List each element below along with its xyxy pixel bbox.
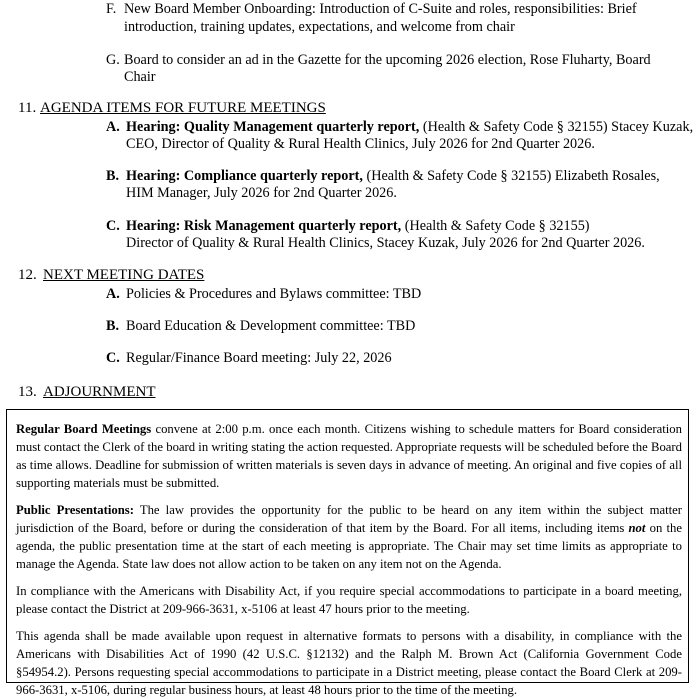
notice-public-presentations: [16, 501, 682, 573]
section-12-number: 12.: [18, 267, 37, 283]
notice-alt-formats: This agenda shall be made available upon request in alternative formats to persons with a disability, in compliance with the Americans with Disabilities Act of 1990 (42 U.S.C. §12132) and the Ralph M. Brown Act (California Government Code §54954.2). Persons requesting special accommodations to participate in a District meeting, please contact the Board Clerk at 209-966-3631, x-5106, during regular business hours, at least 48 hours prior to the time of the meeting.: [16, 629, 682, 697]
item-g-line1: Board to consider an ad in the Gazette for the upcoming 2026 election, Rose Fluharty, Board: [124, 52, 651, 68]
s11-b-line2: HIM Manager, July 2026 for 2nd Quarter 2026.: [126, 185, 397, 201]
notice-ada: In compliance with the Americans with Disability Act, if you require special accommodations to participate in a board meeting, please contact the District at 209-966-3631, x-5106 at least 47 hours prior to the meeting.: [16, 584, 682, 616]
s12-a-text: Policies & Procedures and Bylaws committee: TBD: [126, 286, 422, 302]
section-13-title: ADJOURNMENT: [43, 384, 156, 400]
item-f-line1: New Board Member Onboarding: Introduction of C-Suite and roles, responsibilities: Brief: [124, 1, 637, 17]
s12-c-text: Regular/Finance Board meeting: July 22, 2026: [126, 350, 392, 366]
notice-public-text-b: on the agenda, the public presentation time at the start of each meeting is appropriate. The Chair may set time limits as appropriate to manage the Agenda. State law does not allow action to be taken on any item not on the Agenda.: [16, 521, 682, 571]
s11-a-line2: CEO, Director of Quality & Rural Health Clinics, July 2026 for 2nd Quarter 2026.: [126, 136, 595, 152]
notice-regular-meetings: [16, 420, 682, 492]
item-f-letter: F.: [106, 1, 117, 17]
item-f-line2: introduction, training updates, expectations, and welcome from chair: [124, 19, 515, 35]
s11-b-rest: (Health & Safety Code § 32155) Elizabeth Rosales,: [366, 168, 660, 184]
section-11-number: 11.: [18, 100, 37, 116]
s11-a-letter: A.: [106, 119, 120, 135]
item-g-letter: G.: [106, 52, 120, 68]
s11-c-rest: (Health & Safety Code § 32155): [404, 218, 590, 234]
notice-public-label: Public Presentations:: [16, 503, 134, 517]
s11-c-line2: Director of Quality & Rural Health Clinics, Stacey Kuzak, July 2026 for 2nd Quarter 2026.: [126, 235, 645, 251]
s12-a-letter: A.: [106, 286, 120, 302]
s11-a-bold: Hearing: Quality Management quarterly report,: [126, 119, 420, 135]
notice-regular-text: convene at 2:00 p.m. once each month. Citizens wishing to schedule matters for Board consideration must contact the Clerk of the board in writing stating the action requested. Appropriate requests will be scheduled before the Board as time allows. Deadline for submission of written materials is seven days in advance of meeting. An original and five copies of all supporting materials must be submitted.: [16, 422, 682, 490]
section-12-title: NEXT MEETING DATES: [43, 267, 205, 283]
s11-c-bold: Hearing: Risk Management quarterly report,: [126, 218, 402, 234]
notice-public-text-a: The law provides the opportunity for the public to be heard on any item within the subject matter jurisdiction of the Board, before or during the consideration of that item by the Board. For all items, including items: [16, 503, 682, 535]
notice-public-emph: not: [628, 521, 646, 535]
s11-c-letter: C.: [106, 218, 120, 234]
s11-a-line1: [126, 118, 693, 136]
notice-box: [6, 409, 689, 697]
section-11-title: AGENDA ITEMS FOR FUTURE MEETINGS: [40, 100, 326, 116]
s12-b-letter: B.: [106, 318, 120, 334]
s11-b-bold: Hearing: Compliance quarterly report,: [126, 168, 363, 184]
s11-a-rest: (Health & Safety Code § 32155) Stacey Kuzak,: [422, 119, 694, 135]
item-g-line2: Chair: [124, 69, 156, 85]
section-13-number: 13.: [18, 384, 37, 400]
s11-c-line1: [126, 217, 590, 235]
s11-b-line1: [126, 167, 660, 185]
notice-regular-label: Regular Board Meetings: [16, 422, 152, 436]
s12-c-letter: C.: [106, 350, 120, 366]
s11-b-letter: B.: [106, 168, 120, 184]
s12-b-text: Board Education & Development committee: TBD: [126, 318, 416, 334]
